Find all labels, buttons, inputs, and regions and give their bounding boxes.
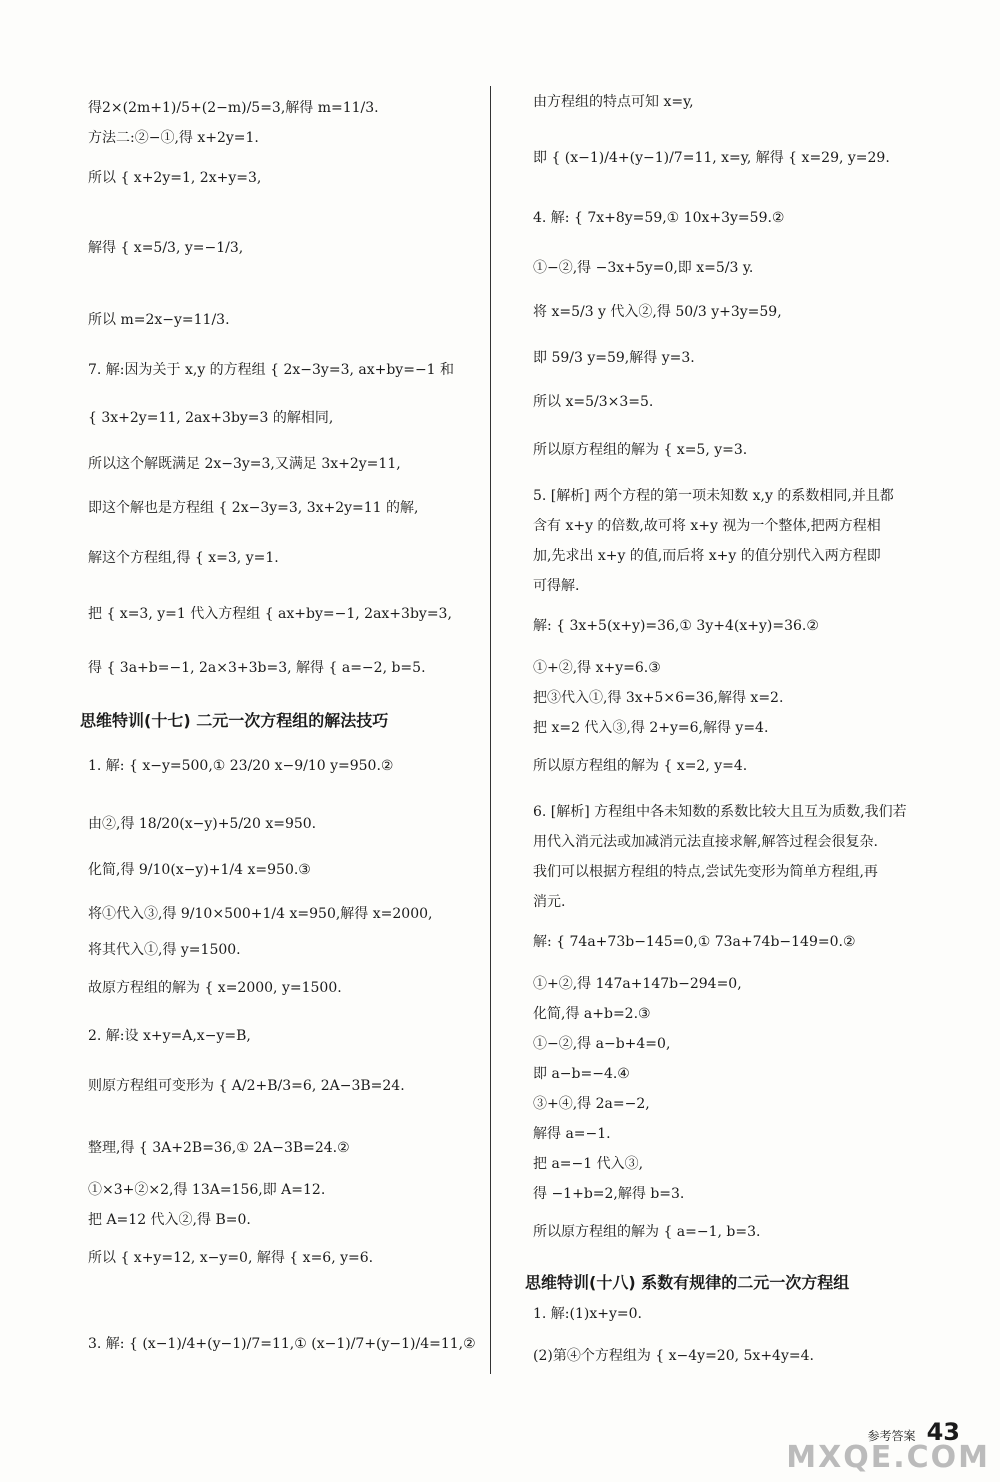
solution-line: 4. 解: { 7x+8y=59,① 10x+3y=59.② (533, 210, 785, 226)
solution-line: 化简,得 a+b=2.③ (533, 1006, 651, 1022)
solution-line: 所以原方程组的解为 { a=−1, b=3. (533, 1224, 761, 1240)
solution-line: 解得 a=−1. (533, 1126, 611, 1142)
solution-line: 7. 解:因为关于 x,y 的方程组 { 2x−3y=3, ax+by=−1 和 (88, 362, 455, 378)
solution-line: 由②,得 18/20(x−y)+5/20 x=950. (88, 816, 317, 832)
solution-line: ①+②,得 x+y=6.③ (533, 660, 661, 676)
answer-tag: 参考答案 (867, 1429, 916, 1443)
solution-line: 把 { x=3, y=1 代入方程组 { ax+by=−1, 2ax+3by=3, (88, 606, 452, 622)
solution-line: 即 a−b=−4.④ (533, 1066, 630, 1082)
solution-line: 得 { 3a+b=−1, 2a×3+3b=3, 解得 { a=−2, b=5. (88, 660, 426, 676)
solution-line: 将其代入①,得 y=1500. (88, 942, 241, 958)
solution-line: 6. [解析] 方程组中各未知数的系数比较大且互为质数,我们若 (533, 804, 907, 820)
solution-line: 方法二:②−①,得 x+2y=1. (88, 130, 259, 146)
solution-line: { 3x+2y=11, 2ax+3by=3 的解相同, (88, 410, 334, 426)
solution-line: 2. 解:设 x+y=A,x−y=B, (88, 1028, 251, 1044)
solution-line: 所以 m=2x−y=11/3. (88, 312, 230, 328)
solution-line: 解: { 74a+73b−145=0,① 73a+74b−149=0.② (533, 934, 856, 950)
solution-line: 解这个方程组,得 { x=3, y=1. (88, 550, 279, 566)
section-heading: 思维特训(十八) 系数有规律的二元一次方程组 (525, 1273, 850, 1292)
solution-line: 把 x=2 代入③,得 2+y=6,解得 y=4. (533, 720, 769, 736)
solution-line: ①×3+②×2,得 13A=156,即 A=12. (88, 1182, 326, 1198)
watermark: MXQE.COM (786, 1440, 990, 1475)
solution-line: 即 { (x−1)/4+(y−1)/7=11, x=y, 解得 { x=29, y=29. (533, 150, 890, 166)
solution-line: ③+④,得 2a=−2, (533, 1096, 650, 1112)
solution-line: 加,先求出 x+y 的值,而后将 x+y 的值分别代入两方程即 (533, 548, 881, 564)
solution-line: 得 −1+b=2,解得 b=3. (533, 1186, 685, 1202)
solution-line: 将 x=5/3 y 代入②,得 50/3 y+3y=59, (533, 304, 782, 320)
solution-line: 1. 解: { x−y=500,① 23/20 x−9/10 y=950.② (88, 758, 394, 774)
solution-line: 整理,得 { 3A+2B=36,① 2A−3B=24.② (88, 1140, 350, 1156)
solution-line: 解得 { x=5/3, y=−1/3, (88, 240, 244, 256)
column-divider (490, 86, 491, 1374)
solution-line: 所以原方程组的解为 { x=2, y=4. (533, 758, 748, 774)
solution-line: 所以 { x+y=12, x−y=0, 解得 { x=6, y=6. (88, 1250, 374, 1266)
solution-line: 所以 x=5/3×3=5. (533, 394, 654, 410)
solution-line: (2)第④个方程组为 { x−4y=20, 5x+4y=4. (533, 1348, 814, 1364)
solution-line: ①−②,得 −3x+5y=0,即 x=5/3 y. (533, 260, 754, 276)
solution-line: 故原方程组的解为 { x=2000, y=1500. (88, 980, 342, 996)
solution-line: 我们可以根据方程组的特点,尝试先变形为简单方程组,再 (533, 864, 878, 880)
solution-line: ①−②,得 a−b+4=0, (533, 1036, 671, 1052)
solution-line: 用代入消元法或加减消元法直接求解,解答过程会很复杂. (533, 834, 878, 850)
solution-line: 把 a=−1 代入③, (533, 1156, 644, 1172)
solution-line: 即 59/3 y=59,解得 y=3. (533, 350, 695, 366)
solution-line: 含有 x+y 的倍数,故可将 x+y 视为一个整体,把两方程相 (533, 518, 881, 534)
solution-line: 可得解. (533, 578, 580, 594)
page-number: 43 (926, 1418, 960, 1446)
solution-line: 由方程组的特点可知 x=y, (533, 94, 694, 110)
solution-line: ①+②,得 147a+147b−294=0, (533, 976, 742, 992)
solution-line: 把 A=12 代入②,得 B=0. (88, 1212, 251, 1228)
solution-line: 即这个解也是方程组 { 2x−3y=3, 3x+2y=11 的解, (88, 500, 419, 516)
solution-line: 化简,得 9/10(x−y)+1/4 x=950.③ (88, 862, 311, 878)
solution-line: 消元. (533, 894, 566, 910)
solution-line: 得2×(2m+1)/5+(2−m)/5=3,解得 m=11/3. (88, 100, 379, 116)
solution-line: 将①代入③,得 9/10×500+1/4 x=950,解得 x=2000, (88, 906, 433, 922)
solution-line: 1. 解:(1)x+y=0. (533, 1306, 642, 1322)
solution-line: 所以 { x+2y=1, 2x+y=3, (88, 170, 262, 186)
solution-line: 则原方程组可变形为 { A/2+B/3=6, 2A−3B=24. (88, 1078, 405, 1094)
solution-line: 把③代入①,得 3x+5×6=36,解得 x=2. (533, 690, 784, 706)
solution-line: 5. [解析] 两个方程的第一项未知数 x,y 的系数相同,并且都 (533, 488, 894, 504)
section-heading: 思维特训(十七) 二元一次方程组的解法技巧 (80, 711, 389, 730)
solution-line: 所以原方程组的解为 { x=5, y=3. (533, 442, 748, 458)
solution-line: 所以这个解既满足 2x−3y=3,又满足 3x+2y=11, (88, 456, 401, 472)
solution-line: 解: { 3x+5(x+y)=36,① 3y+4(x+y)=36.② (533, 618, 819, 634)
solution-line: 3. 解: { (x−1)/4+(y−1)/7=11,① (x−1)/7+(y−1)/4=11,② (88, 1336, 476, 1352)
